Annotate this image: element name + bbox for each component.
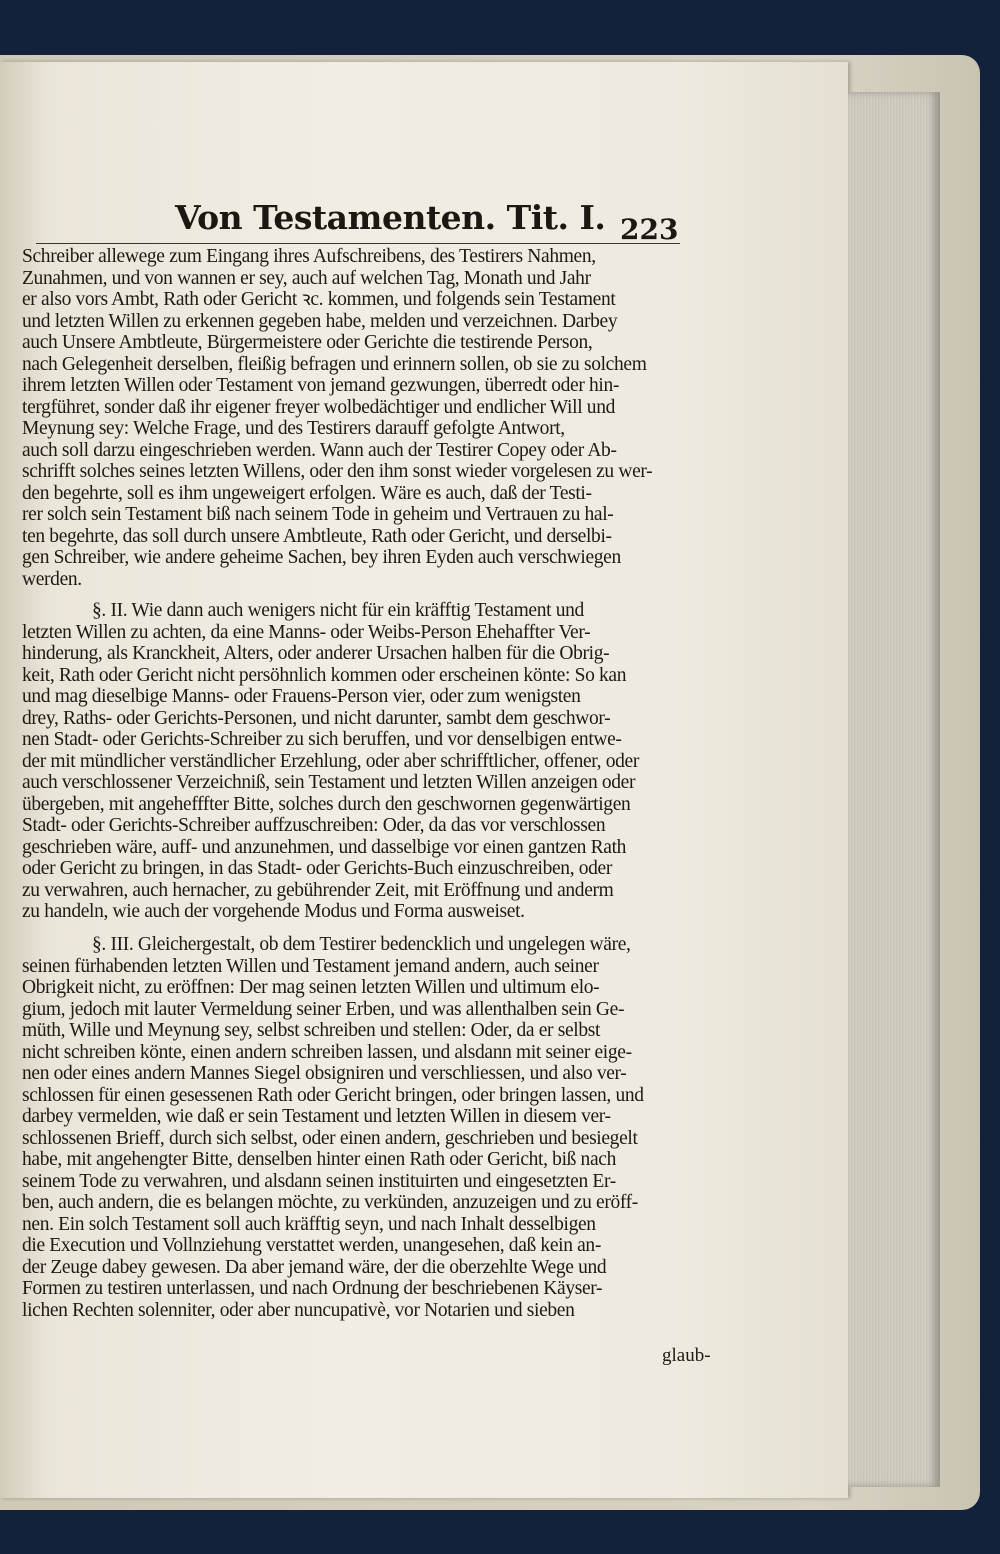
text-line: schrifft solches seines letzten Willens, oder den ihm sonst wieder vorgelesen zu wer- bbox=[22, 461, 653, 482]
text-line: werden. bbox=[22, 568, 82, 590]
text-line: und mag dieselbige Manns- oder Frauens-Person vier, oder zum wenigsten bbox=[22, 686, 581, 707]
text-line: gium, jedoch mit lauter Vermeldung seiner Erben, und was allenthalben sein Ge- bbox=[22, 998, 625, 1020]
text-line: Schreiber allewege zum Eingang ihres Aufschreibens, des Testirers Nahmen, bbox=[22, 246, 596, 267]
text-line: ben, auch andern, die es belangen möchte, zu verkünden, anzuzeigen und zu eröff- bbox=[22, 1192, 638, 1213]
text-line: seinem Tode zu verwahren, und alsdann seinen instituirten und eingesetzten Er- bbox=[22, 1170, 616, 1192]
running-header bbox=[175, 198, 675, 240]
text-line: schlossen für einen gesessenen Rath oder Gericht bringen, oder bringen lassen, und bbox=[22, 1084, 644, 1106]
text-line: oder Gericht zu bringen, in das Stadt- oder Gerichts-Buch einzuschreiben, oder bbox=[22, 858, 612, 879]
text-line: der Zeuge dabey gewesen. Da aber jemand wäre, der die oberzehlte Wege und bbox=[22, 1256, 607, 1278]
text-line: tergführet, sonder daß ihr eigener freyer wolbedächtiger und endlicher Will und bbox=[22, 396, 615, 418]
text-line: auch soll darzu eingeschrieben werden. Wann auch der Testirer Copey oder Ab- bbox=[22, 439, 617, 461]
text-line: Formen zu testiren unterlassen, und nach Ordnung der beschriebenen Käyser- bbox=[22, 1278, 603, 1299]
text-line: habe, mit angehengter Bitte, denselben hinter einen Rath oder Gericht, biß nach bbox=[22, 1149, 616, 1170]
text-line: auch verschlossener Verzeichniß, sein Testament und letzten Willen anzeigen oder bbox=[22, 772, 636, 793]
text-line: Zunahmen, und von wannen er sey, auch auf welchen Tag, Monath und Jahr bbox=[22, 267, 591, 289]
text-line: hinderung, als Kranckheit, Alters, oder anderer Ursachen halben für die Obrig- bbox=[22, 643, 610, 664]
text-line: nach Gelegenheit derselben, fleißig befragen und erinnern sollen, ob sie zu solchem bbox=[22, 353, 647, 375]
section-2-heading-line: §. II. Wie dann auch wenigers nicht für ein kräfftig Testament und bbox=[92, 600, 584, 621]
text-line: müth, Wille und Meynung sey, selbst schreiben und stellen: Oder, da er selbst bbox=[22, 1020, 601, 1041]
text-line: geschrieben wäre, auff- und anzunehmen, und dasselbige vor einen gantzen Rath bbox=[22, 836, 627, 858]
text-line: gen Schreiber, wie andere geheime Sachen, bey ihren Eyden auch verschwiegen bbox=[22, 547, 621, 568]
text-line: ihrem letzten Willen oder Testament von jemand gezwungen, überredt oder hin- bbox=[22, 375, 620, 396]
text-line: er also vors Ambt, Rath oder Gericht ꝛc. kommen, und folgends sein Testament bbox=[22, 289, 616, 310]
text-line: nen Stadt- oder Gerichts-Schreiber zu sich beruffen, und vor denselbigen entwe- bbox=[22, 729, 622, 750]
text-line: Stadt- oder Gerichts-Schreiber auffzuschreiben: Oder, da das vor verschlossen bbox=[22, 815, 606, 836]
text-line: nicht schreiben könte, einen andern schreiben lassen, und alsdann mit seiner eige- bbox=[22, 1041, 632, 1063]
text-line: übergeben, mit angehefffter Bitte, solches durch den geschwornen gegenwärtigen bbox=[22, 793, 631, 815]
text-line: der mit mündlicher verständlicher Erzehlung, oder aber schrifftlicher, offener, oder bbox=[22, 750, 639, 772]
text-line: letzten Willen zu achten, da eine Manns- oder Weibs-Person Ehehaffter Ver- bbox=[22, 621, 591, 643]
text-line: ten begehrte, das soll durch unsere Ambtleute, Rath oder Gericht, und derselbi- bbox=[22, 525, 612, 547]
text-line: zu verwahren, auch hernacher, zu gebührender Zeit, mit Eröffnung und anderm bbox=[22, 879, 614, 901]
text-line: drey, Raths- oder Gerichts-Personen, und nicht darunter, sambt dem geschwor- bbox=[22, 707, 611, 729]
text-line: den begehrte, soll es ihm ungeweigert erfolgen. Wäre es auch, daß der Testi- bbox=[22, 482, 592, 504]
text-line: darbey vermelden, wie daß er sein Testament und letzten Willen in diesem ver- bbox=[22, 1106, 611, 1127]
text-line: lichen Rechten solenniter, oder aber nuncupativè, vor Notarien und sieben bbox=[22, 1299, 575, 1321]
text-line: seinen fürhabenden letzten Willen und Testament jemand andern, auch seiner bbox=[22, 955, 599, 977]
text-line: auch Unsere Ambtleute, Bürgermeistere oder Gerichte die testirende Person, bbox=[22, 332, 593, 353]
text-line: Obrigkeit nicht, zu eröffnen: Der mag seinen letzten Willen und ultimum elo- bbox=[22, 977, 600, 998]
running-header-title: Von Testamenten. Tit. I. bbox=[175, 198, 606, 237]
text-line: schlossenen Brieff, durch sich selbst, oder einen andern, geschrieben und besiegelt bbox=[22, 1127, 638, 1149]
text-line: die Execution und Vollnziehung verstattet werden, unangesehen, daß kein an- bbox=[22, 1235, 601, 1256]
page-number: 223 bbox=[620, 213, 679, 246]
catchword: glaub- bbox=[662, 1345, 711, 1366]
text-line: rer solch sein Testament biß nach seinem Tode in geheim und Vertrauen zu hal- bbox=[22, 504, 614, 525]
text-line: nen oder eines andern Mannes Siegel obsigniren und verschliessen, und also ver- bbox=[22, 1063, 627, 1084]
text-line: zu handeln, wie auch der vorgehende Modus und Forma ausweiset. bbox=[22, 901, 525, 922]
text-line: nen. Ein solch Testament soll auch kräfftig seyn, und nach Inhalt desselbigen bbox=[22, 1213, 596, 1235]
text-line: Meynung sey: Welche Frage, und des Testirers darauff gefolgte Antwort, bbox=[22, 418, 565, 439]
page-stack-edge bbox=[848, 92, 940, 1487]
text-line: und letzten Willen zu erkennen gegeben habe, melden und verzeichnen. Darbey bbox=[22, 310, 618, 332]
text-line: keit, Rath oder Gericht nicht persöhnlich kommen oder erscheinen könte: So kan bbox=[22, 664, 627, 686]
section-3-heading-line: §. III. Gleichergestalt, ob dem Testirer bedencklich und ungelegen wäre, bbox=[92, 934, 631, 955]
